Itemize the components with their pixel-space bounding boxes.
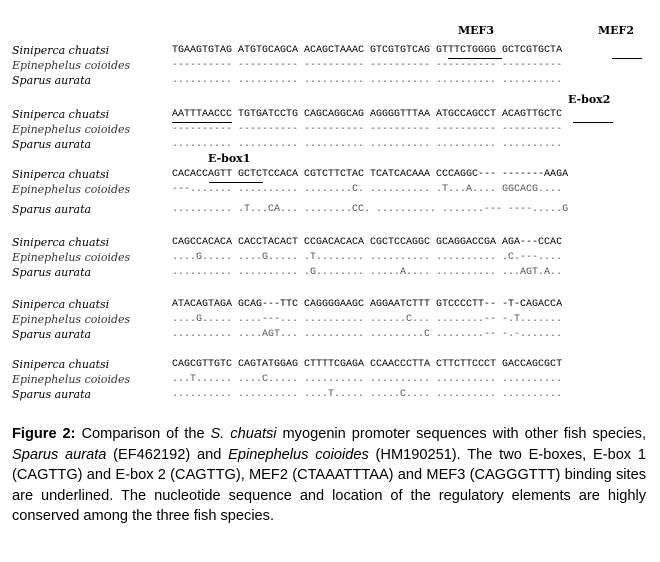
figure-caption [12,424,646,527]
species-label: Sparus aurata [12,203,92,216]
sequence-row: ....G..... ....---... .......... ......C... ........-- -.T....... [172,314,563,325]
species-label: Siniperca chuatsi [12,358,110,371]
sequence-row: AATTTAACCC TGTGATCCTG CAGCAGGCAG AGGGGTTTAA ATGCCAGCCT ACAGTTGCTC [172,109,563,120]
sequence-row: .......... .T...CA... ........CC. .......... .......--- ----.....G [172,204,569,215]
mef2-underline-b [172,122,232,123]
sequence-row: CAGCCACACA CACCTACACT CCGACACACA CGCTCCAGGC GCAGGACCGA AGA---CCAC [172,237,563,248]
species-label: Sparus aurata [12,138,92,151]
sequence-row: CAGCGTTGTC CAGTATGGAG CTTTTCGAGA CCAACCCTTA CTTCTTCCCT GACCAGCGCT [172,359,563,370]
ebox1-label: E-box1 [208,152,251,165]
sequence-row: .......... .......... .......... .......... .......... .......... [172,75,563,86]
sequence-row: .......... .......... .......... .......... .......... .......... [172,139,563,150]
species-label: Siniperca chuatsi [12,298,110,311]
mef2-label: MEF2 [598,24,635,37]
caption-species: Epinephelus coioides [228,446,369,463]
species-label: Siniperca chuatsi [12,236,110,249]
mef3-underline [448,58,502,59]
species-label: Epinephelus coioides [12,123,131,136]
sequence-row: .......... .......... ....T..... .....C.... .......... .......... [172,389,563,400]
sequence-row: ATACAGTAGA GCAG---TTC CAGGGGAAGC AGGAATCTTT GTCCCCTT-- -T-CAGACCA [172,299,563,310]
ebox2-label: E-box2 [568,93,611,106]
species-label: Epinephelus coioides [12,59,131,72]
species-label: Siniperca chuatsi [12,44,110,57]
sequence-row: .......... .......... .G........ .....A.... .......... ...AGT.A.. [172,267,563,278]
sequence-row: ---....... .......... ........C. .......... .T...A.... GGCACG.... [172,184,563,195]
sequence-row: ...T...... ....C..... .......... .......... .......... .......... [172,374,563,385]
sequence-row: ....G..... ....G..... .T........ .......... .......... .C.---.... [172,252,563,263]
mef2-underline-a [612,58,642,59]
sequence-row: CACACCAGTT GCTCTCCACA CGTCTTCTAC TCATCACAAA CCCAGGC--- -------AAGA [172,169,569,180]
species-label: Epinephelus coioides [12,313,131,326]
caption-text: (HM190251). The two E-boxes, E-box 1 (CAGTTG) and E-box 2 (CAGTTG), MEF2 (CTAAATTTAA) and MEF3 (CAGGGTTT) binding sites are underlined. The nucleotide sequence and location of the regulatory elements are highly conserved among the three fish species. [12,446,646,525]
species-label: Sparus aurata [12,388,92,401]
caption-text: (EF462192) and [106,446,229,463]
caption-text: myogenin promoter sequences with other fish species, [276,426,647,442]
sequence-row: TGAAGTGTAG ATGTGCAGCA ACAGCTAAAC GTCGTGTCAG GTTTCTGGGG GCTCGTGCTA [172,45,563,56]
ebox2-underline [573,122,613,123]
species-label: Epinephelus coioides [12,183,131,196]
species-label: Siniperca chuatsi [12,108,110,121]
sequence-row: ---------- ---------- ---------- ---------- ---------- ---------- [172,124,563,135]
mef3-label: MEF3 [458,24,495,37]
species-label: Epinephelus coioides [12,251,131,264]
species-label: Sparus aurata [12,328,92,341]
caption-label: Figure 2: [12,426,76,442]
species-label: Epinephelus coioides [12,373,131,386]
sequence-row: ---------- ---------- ---------- ---------- ---------- ---------- [172,60,563,71]
sequence-row: .......... ....AGT... .......... .........C ........-- -.-....... [172,329,563,340]
caption-species: Sparus aurata [12,446,107,463]
species-label: Sparus aurata [12,74,92,87]
caption-text: Comparison of the [75,426,211,442]
species-label: Sparus aurata [12,266,92,279]
caption-species: S. chuatsi [210,426,277,442]
ebox1-underline [209,182,263,183]
species-label: Siniperca chuatsi [12,168,110,181]
